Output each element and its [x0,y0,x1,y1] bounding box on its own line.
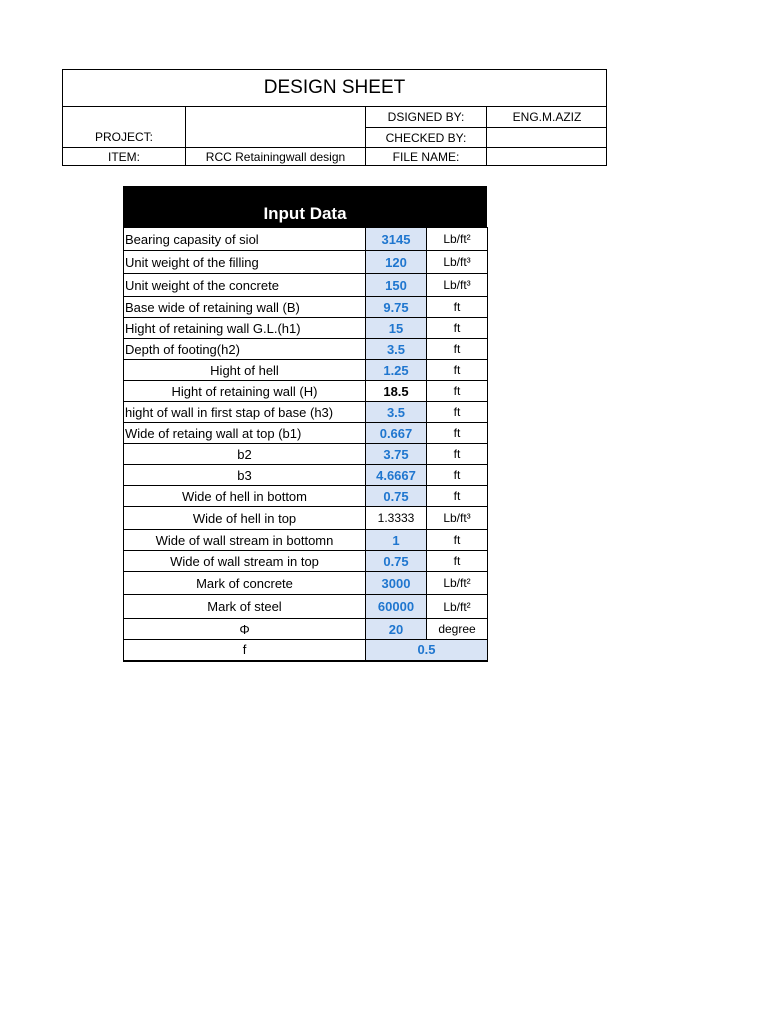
param-label: f [124,640,366,661]
table-row [124,595,488,619]
table-row [124,507,488,530]
param-unit: ft [427,381,488,402]
table-row [124,360,488,381]
param-unit: ft [427,530,488,551]
param-label: Base wide of retaining wall (B) [124,297,366,318]
designed-by-value: ENG.M.AZIZ [512,110,582,124]
param-value[interactable]: 9.75 [366,297,427,318]
param-label: Wide of wall stream in top [124,551,366,572]
input-data-title: Input Data [263,204,347,223]
param-unit: Lb/ft² [427,595,488,619]
param-unit: Lb/ft² [427,228,488,251]
param-label: b2 [124,444,366,465]
param-value[interactable]: 3.75 [366,444,427,465]
table-row [124,486,488,507]
input-data-table [123,227,488,662]
param-unit: ft [427,339,488,360]
param-label: Unit weight of the concrete [124,274,366,297]
file-name-value [487,148,607,166]
param-unit: degree [427,619,488,640]
table-row [124,619,488,640]
param-value[interactable]: 0.5 [366,640,488,661]
param-value[interactable]: 3145 [366,228,427,251]
table-row [124,318,488,339]
param-unit: ft [427,297,488,318]
checked-by-value [487,128,607,147]
param-label: Hight of retaining wall G.L.(h1) [124,318,366,339]
param-label: Φ [124,619,366,640]
designed-by-label: DSIGNED BY: [387,110,465,124]
param-value[interactable]: 3.5 [366,402,427,423]
input-data-header [123,186,487,227]
item-label: ITEM: [108,150,140,164]
table-row [124,530,488,551]
param-unit: Lb/ft³ [427,507,488,530]
table-row [124,465,488,486]
param-label: Wide of hell in bottom [124,486,366,507]
checked-by-label: CHECKED BY: [385,130,467,145]
param-unit: ft [427,486,488,507]
table-row [124,551,488,572]
table-row [124,423,488,444]
param-value[interactable]: 1.25 [366,360,427,381]
param-value[interactable]: 0.75 [366,486,427,507]
param-value[interactable]: 3000 [366,572,427,595]
param-label: Wide of wall stream in bottomn [124,530,366,551]
param-unit: Lb/ft² [427,572,488,595]
param-value[interactable]: 15 [366,318,427,339]
sheet-title: DESIGN SHEET [63,70,606,107]
param-label: Wide of hell in top [124,507,366,530]
param-label: Mark of concrete [124,572,366,595]
param-unit: Lb/ft³ [427,251,488,274]
table-row [124,640,488,661]
param-unit: ft [427,318,488,339]
param-label: Bearing capasity of siol [124,228,366,251]
param-value[interactable]: 3.5 [366,339,427,360]
table-row [124,297,488,318]
param-unit: Lb/ft³ [427,274,488,297]
param-value: 18.5 [366,381,427,402]
param-unit: ft [427,423,488,444]
table-row [124,251,488,274]
table-row [124,444,488,465]
param-value[interactable]: 0.75 [366,551,427,572]
file-name-label: FILE NAME: [392,150,460,164]
param-unit: ft [427,465,488,486]
param-value[interactable]: 120 [366,251,427,274]
item-value: RCC Retainingwall design [205,150,346,164]
param-label: Wide of retaing wall at top (b1) [124,423,366,444]
param-label: Hight of hell [124,360,366,381]
project-value [186,107,365,147]
table-row [124,274,488,297]
table-row [124,339,488,360]
param-label: Mark of steel [124,595,366,619]
input-data-section [123,186,487,662]
table-row [124,402,488,423]
design-sheet-header [62,69,607,166]
param-unit: ft [427,402,488,423]
param-value[interactable]: 150 [366,274,427,297]
param-value: 1.3333 [366,507,427,530]
table-row [124,381,488,402]
param-value[interactable]: 60000 [366,595,427,619]
param-label: Depth of footing(h2) [124,339,366,360]
param-label: Unit weight of the filling [124,251,366,274]
table-row [124,228,488,251]
param-value[interactable]: 0.667 [366,423,427,444]
param-value[interactable]: 4.6667 [366,465,427,486]
param-unit: ft [427,360,488,381]
project-label: PROJECT: [94,130,153,144]
param-label: b3 [124,465,366,486]
param-value[interactable]: 20 [366,619,427,640]
param-unit: ft [427,444,488,465]
table-row [124,572,488,595]
param-value[interactable]: 1 [366,530,427,551]
param-label: Hight of retaining wall (H) [124,381,366,402]
param-label: hight of wall in first stap of base (h3) [124,402,366,423]
param-unit: ft [427,551,488,572]
